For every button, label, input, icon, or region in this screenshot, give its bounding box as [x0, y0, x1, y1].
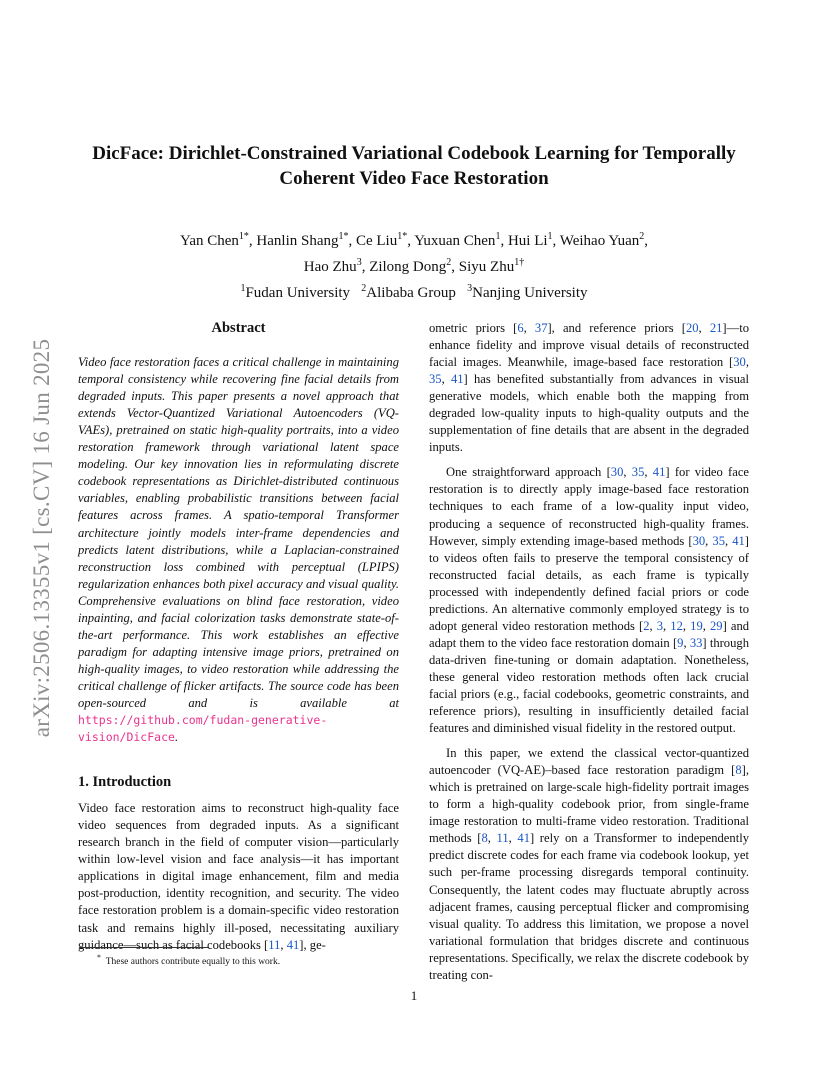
author-affiliation-mark: 1*	[338, 231, 349, 242]
author-name: Yuxuan Chen	[414, 233, 496, 249]
citation-link[interactable]: 41	[450, 372, 464, 387]
page-number: 1	[410, 988, 418, 1003]
author-name: Ce Liu	[355, 233, 398, 249]
right-column	[429, 320, 749, 992]
author-line-2: Hao Zhu$^3$, Zilong Dong$^2$, Siyu Zhu$^{1\dagger}$	[303, 257, 525, 275]
title-line-2: Coherent Video Face Restoration	[279, 168, 549, 189]
author-name: Yan Chen	[180, 233, 239, 249]
author-name: Weihao Yuan	[559, 233, 640, 249]
body-paragraph: One straightforward approach [30, 35, 41] for video face restoration is to directly apply image-based face restoration techniques to each frame of a low-quality input video, producing a sequence of reconstructed high-quality frames. However, simply extending image-based methods [30, 35, 41] to videos often fails to preserve the temporal consistency of reconstructed facial details, as each frame is typically processed with independently defined facial priors or code predictions. An alternative commonly employed strategy is to adopt general video restoration methods [2, 3, 12, 19, 29] and adapt them to the video face restoration domain [9, 33] through data-driven fine-tuning or domain adaptation. Nonetheless, these general video restoration methods often lack crucial facial priors (e.g., facial codebooks, geometric constraints, and reference priors), resulting in insufficiently detailed facial features and diminished visual fidelity in the restored output.	[429, 465, 750, 736]
citation-link[interactable]: 19	[690, 618, 703, 633]
citation-link[interactable]: 35	[631, 465, 645, 480]
body-paragraph: In this paper, we extend the classical vector-quantized autoencoder (VQ-AE)–based face restoration paradigm [8], which is pretrained on large-scale high-fidelity portrait images to form a high-quality codebook prior, from single-frame image restoration to multi-frame video restoration. Traditional methods [8, 11, 41] rely on a Transformer to independently predict discrete codes for each frame via codebook lookup, yet such per-frame processing disregards temporal continuity. Consequently, the latent codes may fluctuate abruptly across adjacent frames, causing perceptual flicker and compromising visual quality. To address this limitation, we propose a novel variational formulation that bridges discrete and continuous representations. Specifically, we relax the discrete codebook by treating con-	[429, 746, 749, 982]
paper-title	[60, 141, 768, 191]
abstract-body	[78, 354, 399, 746]
author-block	[100, 226, 728, 304]
citation-link[interactable]: 41	[652, 465, 666, 480]
introduction-heading: 1. Introduction	[78, 774, 172, 791]
citation-link[interactable]: 11	[268, 937, 281, 952]
citation-link[interactable]: 41	[732, 533, 745, 548]
citation-link[interactable]: 8	[481, 831, 488, 846]
citation-link[interactable]: 41	[286, 937, 300, 952]
author-line-1: Yan Chen$^{1*}$, Hanlin Shang$^{1*}$, Ce Liu$^{1*}$, Yuxuan Chen$^1$, Hui Li$^1$, Weihao Yuan$^2$,	[180, 231, 648, 249]
citation-link[interactable]: 9	[677, 635, 684, 650]
source-code-link[interactable]: https://github.com/fudan-generative-vision/DicFace	[78, 713, 328, 745]
citation-link[interactable]: 21	[709, 321, 723, 335]
citation-link[interactable]: 30	[733, 355, 746, 370]
author-affiliation-mark: 3	[356, 257, 362, 268]
abstract-text: Video face restoration faces a critical challenge in maintaining temporal consistency while recovering fine facial details from degraded inputs. This paper presents a novel approach that extends Vector-Quantized Variational Autoencoders (VQ-VAEs), pretrained on static high-quality portraits, into a video restoration framework through variational latent space modeling. Our key innovation lies in reformulating discrete codebook representations as Dirichlet-distributed continuous variables, enabling probabilistic transitions between facial features across frames. A spatio-temporal Transformer architecture jointly models inter-frame dependencies and predicts latent distributions, while a Laplacian-constrained reconstruction loss combined with perceptual (LPIPS) regularization enhances both pixel accuracy and visual quality. Comprehensive evaluations on blind face restoration, video inpainting, and facial colorization tasks demonstrate state-of-the-art performance. This work establishes an effective paradigm for adapting intensive image priors, pretrained on high-quality images, to video restoration while addressing the critical challenge of flicker artifacts. The source code has been open-sourced and is available at	[78, 355, 399, 710]
arxiv-identifier-text: arXiv:2506.13355v1 [cs.CV] 16 Jun 2025	[29, 338, 54, 738]
citation-link[interactable]: 30	[610, 465, 624, 480]
footnote	[97, 952, 280, 968]
citation-link[interactable]: 12	[670, 618, 683, 633]
affiliation-mark: 3	[467, 283, 473, 294]
author-affiliation-mark: 1†	[514, 257, 525, 268]
author-affiliation-mark: 1	[495, 231, 501, 242]
author-name: Zilong Dong	[369, 259, 447, 275]
citation-link[interactable]: 3	[656, 618, 664, 633]
footnote-rule	[80, 947, 208, 948]
citation-link[interactable]: 37	[534, 321, 548, 335]
citation-link[interactable]: 33	[689, 635, 703, 650]
citation-link[interactable]: 8	[735, 763, 742, 778]
affiliation-name: Nanjing University	[472, 285, 588, 301]
citation-link[interactable]: 20	[685, 321, 699, 335]
citation-link[interactable]: 2	[643, 618, 650, 633]
author-name: Hui Li	[507, 233, 548, 249]
author-affiliation-mark: 1	[547, 231, 553, 242]
citation-link[interactable]: 41	[517, 831, 531, 846]
citation-link[interactable]: 35	[712, 533, 725, 548]
citation-link[interactable]: 6	[517, 321, 524, 335]
citation-link[interactable]: 35	[429, 372, 442, 387]
citation-link[interactable]: 29	[709, 618, 723, 633]
footnote-mark: *	[97, 953, 101, 962]
author-name: Siyu Zhu	[458, 259, 515, 275]
author-affiliation-mark: 1*	[397, 231, 408, 242]
author-name: Hanlin Shang	[256, 233, 339, 249]
affiliation-line	[100, 278, 728, 304]
affiliation-name: Fudan University	[245, 285, 351, 301]
citation-link[interactable]: 30	[692, 533, 706, 548]
intro-paragraph: Video face restoration aims to reconstruct high-quality face video sequences from degraded inputs. As a significant research branch in the field of computer vision—particularly within low-level vision and face analysis—it has important applications in digital image enhancement, film and media post-production, identity recognition, and security. The video face restoration problem is a domain-specific video restoration task and remains highly ill-posed, necessitating auxiliary guidance—such as facial codebooks [11, 41], ge-	[78, 801, 399, 952]
title-line-1: DicFace: Dirichlet-Constrained Variational Codebook Learning for Temporally	[92, 143, 736, 164]
arxiv-identifier	[22, 300, 62, 776]
affiliation-mark: 2	[361, 283, 367, 294]
citation-link[interactable]: 11	[496, 831, 509, 846]
body-paragraph: ometric priors [6, 37], and reference priors [20, 21]—to enhance fidelity and improve visual details of reconstructed facial images. Meanwhile, image-based face restoration [30, 35, 41] has benefited substantially from advances in visual generative models, which enable both the mapping from degraded low-quality inputs to high-quality outputs and the supplementation of fine details that are absent in the degraded inputs.	[429, 321, 750, 455]
footnote-text: These authors contribute equally to this work.	[105, 957, 281, 968]
author-affiliation-mark: 2	[639, 231, 645, 242]
author-affiliation-mark: 1*	[238, 231, 249, 242]
author-name: Hao Zhu	[303, 259, 357, 275]
abstract-heading: Abstract	[211, 320, 266, 336]
affiliation-mark: 1	[240, 283, 246, 294]
left-column	[78, 320, 399, 954]
affiliation-name: Alibaba Group	[366, 285, 456, 301]
abstract-end: .	[174, 730, 179, 745]
author-affiliation-mark: 2	[446, 257, 452, 268]
